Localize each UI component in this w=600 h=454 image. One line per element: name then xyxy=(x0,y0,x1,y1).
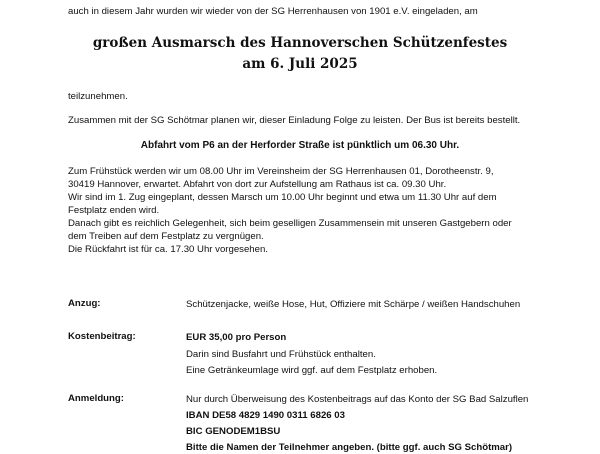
anmeldung-hint: Bitte die Namen der Teilnehmer angeben. (bitte ggf. auch SG Schötmar) xyxy=(186,442,513,453)
departure-notice: Abfahrt vom P6 an der Herforder Straße ist pünktlich um 06.30 Uhr. xyxy=(140,140,460,151)
schedule-line: Danach gibt es reichlich Gelegenheit, sich beim geselligen Zusammensein mit unseren Gastgebern oder xyxy=(68,218,512,229)
headline-event: großen Ausmarsch des Hannoverschen Schützenfestes xyxy=(92,35,508,51)
kosten-getraenke: Eine Getränkeumlage wird ggf. auf dem Festplatz erhoben. xyxy=(186,365,438,376)
schedule-paragraph xyxy=(68,165,532,256)
anmeldung-text: Nur durch Überweisung des Kostenbeitrags auf das Konto der SG Bad Salzuflen xyxy=(186,394,529,405)
schedule-line: Zum Frühstück werden wir um 08.00 Uhr im Vereinsheim der SG Herrenhausen 01, Dorotheenstr. 9, xyxy=(68,166,494,177)
kosten-label: Kostenbeitrag: xyxy=(68,331,136,342)
iban-value: IBAN DE58 4829 1490 0311 6826 03 xyxy=(186,410,345,421)
bic-value: BIC GENODEM1BSU xyxy=(186,426,281,437)
zusammen-text: Zusammen mit der SG Schötmar planen wir, dieser Einladung Folge zu leisten. Der Bus ist bereits bestellt. xyxy=(68,115,521,126)
anzug-label: Anzug: xyxy=(68,298,101,309)
schedule-line: Die Rückfahrt ist für ca. 17.30 Uhr vorgesehen. xyxy=(68,244,268,255)
schedule-line: dem Treiben auf dem Festplatz zu vergnügen. xyxy=(68,231,264,242)
anzug-value: Schützenjacke, weiße Hose, Hut, Offiziere mit Schärpe / weißen Handschuhen xyxy=(186,299,521,310)
anmeldung-label: Anmeldung: xyxy=(68,393,124,404)
teilnehmen-text: teilzunehmen. xyxy=(68,91,128,102)
kosten-includes: Darin sind Busfahrt und Frühstück enthalten. xyxy=(186,349,376,360)
headline-date: am 6. Juli 2025 xyxy=(242,56,358,72)
schedule-line: 30419 Hannover, erwartet. Abfahrt von dort zur Aufstellung am Rathaus ist ca. 09.30 Uhr. xyxy=(68,179,447,190)
kosten-amount: EUR 35,00 pro Person xyxy=(186,332,287,343)
schedule-line: Festplatz enden wird. xyxy=(68,205,160,216)
schedule-line: Wir sind im 1. Zug eingeplant, dessen Marsch um 10.00 Uhr beginnt und etwa um 11.30 Uhr auf dem xyxy=(68,192,497,203)
intro-text: auch in diesem Jahr wurden wir wieder von der SG Herrenhausen von 1901 e.V. eingeladen, am xyxy=(68,6,478,17)
